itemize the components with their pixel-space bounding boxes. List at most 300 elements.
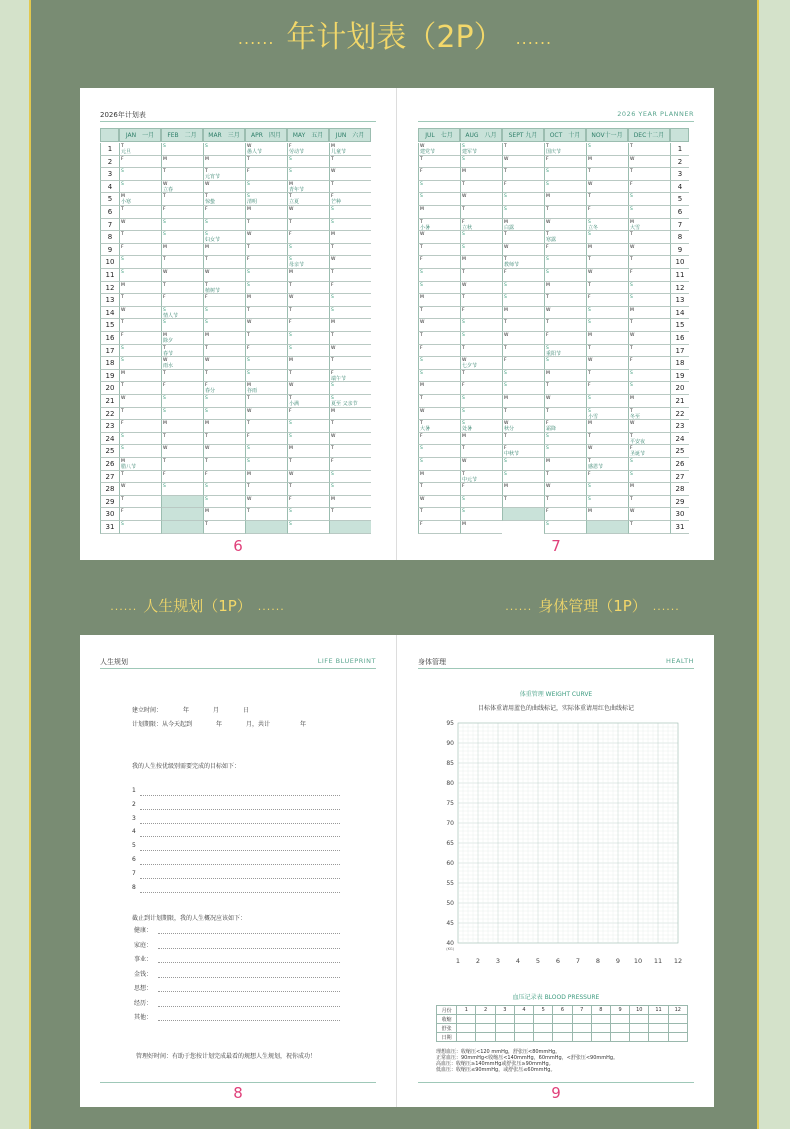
weekday-letter: S (121, 169, 124, 175)
weekday-letter: T (630, 345, 633, 351)
day-number: 12 (670, 282, 689, 295)
day-cell (628, 445, 670, 458)
day-number: 3 (670, 168, 689, 181)
bp-row-label: 收缩 (437, 1015, 457, 1024)
dots-left: ...... (110, 599, 138, 613)
day-cell (287, 307, 329, 320)
goal-line (140, 795, 340, 796)
holiday-label: 秋分 (504, 426, 515, 433)
day-cell (586, 408, 628, 421)
day-cell (502, 370, 544, 383)
day-cell (502, 433, 544, 446)
day-cell (329, 193, 371, 206)
spread-year-planner (80, 88, 714, 560)
weekday-letter: W (588, 181, 593, 187)
section-title-life (0, 594, 395, 618)
day-cell (329, 471, 371, 484)
day-cell (418, 231, 460, 244)
weekday-letter: T (462, 270, 465, 275)
day-cell (329, 483, 371, 496)
goal-line (140, 809, 340, 810)
day-cell (245, 408, 287, 421)
day-cell (418, 219, 460, 232)
weekday-letter: T (331, 270, 334, 275)
day-cell (586, 319, 628, 332)
day-cell (502, 156, 544, 169)
weekday-letter: T (289, 219, 292, 225)
weekday-letter: M (462, 169, 466, 175)
weekday-letter: F (331, 370, 334, 376)
day-number: 29 (100, 496, 119, 509)
date-line: 建立时间： 年 月 日 (132, 707, 250, 714)
weekday-letter: W (504, 244, 509, 250)
day-number: 1 (670, 143, 689, 156)
day-cell (245, 496, 287, 509)
day-cell (544, 219, 586, 232)
weekday-letter: S (289, 333, 292, 338)
day-cell (161, 156, 203, 169)
weekday-letter: T (420, 307, 423, 313)
day-cell (460, 483, 502, 496)
weekday-letter: F (420, 522, 423, 527)
day-number: 18 (670, 357, 689, 370)
weekday-letter: F (462, 219, 465, 225)
weekday-letter: W (588, 446, 593, 452)
weekday-letter: T (289, 282, 292, 288)
bp-cell: 9 (610, 1006, 629, 1015)
weekday-letter: W (247, 144, 252, 149)
weekday-letter: S (247, 270, 250, 275)
weekday-letter: T (163, 282, 166, 288)
y-tick-label: 95 (446, 720, 454, 727)
day-cell (418, 282, 460, 295)
weekday-letter: T (462, 446, 465, 452)
weekday-letter: S (331, 207, 334, 212)
weekday-letter: T (588, 459, 591, 464)
day-cell (586, 156, 628, 169)
day-cell (502, 471, 544, 484)
day-cell (502, 294, 544, 307)
holiday-label: 平安夜 (630, 438, 646, 445)
weekday-letter: S (247, 358, 250, 364)
weekday-letter: T (588, 282, 591, 288)
day-number: 6 (100, 206, 119, 219)
weekday-letter: T (247, 307, 250, 313)
weekday-letter: T (588, 257, 591, 263)
weekday-letter: S (630, 459, 633, 464)
weekday-letter: F (504, 446, 507, 452)
holiday-label: 除夕 (163, 338, 174, 344)
weekday-letter: T (121, 320, 124, 326)
day-cell (460, 193, 502, 206)
day-cell (418, 420, 460, 433)
day-cell (502, 231, 544, 244)
day-cell (119, 395, 161, 408)
weekday-letter: T (121, 232, 124, 238)
holiday-label: 立夏 (289, 199, 300, 206)
day-cell (586, 420, 628, 433)
day-cell (245, 420, 287, 433)
month-header: DEC十二月 (628, 128, 670, 142)
weekday-letter: T (205, 433, 208, 439)
calendar-corner (100, 128, 119, 142)
day-cell (329, 206, 371, 219)
weekday-letter: M (289, 181, 293, 187)
weekday-letter: F (420, 257, 423, 263)
weekday-letter: S (546, 257, 549, 263)
weekday-letter: F (630, 270, 633, 275)
holiday-label: 圣诞节 (630, 451, 646, 458)
bp-row-label: 日期 (437, 1033, 457, 1042)
day-cell (119, 168, 161, 181)
day-cell (460, 294, 502, 307)
section-label: 身体管理（1P） (538, 597, 647, 615)
day-cell (628, 143, 670, 156)
weekday-letter: M (504, 396, 508, 401)
y-tick-label: 75 (446, 800, 454, 807)
day-cell (119, 181, 161, 194)
day-cell (586, 433, 628, 446)
weekday-letter: T (504, 496, 507, 502)
day-cell (245, 244, 287, 257)
day-number: 19 (670, 370, 689, 383)
day-cell (329, 496, 371, 509)
day-cell (287, 282, 329, 295)
holiday-label: 小满 (289, 401, 300, 407)
weekday-letter: S (462, 232, 465, 238)
day-cell (287, 143, 329, 156)
day-cell (418, 319, 460, 332)
weekday-letter: S (331, 471, 334, 477)
day-cell (203, 483, 245, 496)
day-cell (628, 168, 670, 181)
bp-cell (668, 1015, 687, 1024)
day-cell (287, 357, 329, 370)
day-cell (586, 395, 628, 408)
weekday-letter: S (205, 232, 208, 238)
weekday-letter: S (420, 194, 423, 200)
holiday-label: 夏至 父亲节 (331, 401, 358, 407)
weekday-letter: S (163, 144, 166, 149)
status-label: 思想： (134, 985, 153, 992)
weekday-letter: S (205, 484, 208, 490)
day-cell (502, 143, 544, 156)
day-cell (287, 395, 329, 408)
weekday-letter: F (504, 358, 507, 364)
weekday-letter: F (462, 307, 465, 313)
day-cell (628, 345, 670, 358)
weekday-letter: F (121, 156, 124, 162)
weekday-letter: M (462, 433, 466, 439)
holiday-label: 惊蛰 (205, 199, 216, 206)
goal-number: 8 (132, 883, 136, 891)
day-cell (502, 307, 544, 320)
day-cell (161, 319, 203, 332)
weekday-letter: T (247, 421, 250, 427)
day-cell (418, 395, 460, 408)
holiday-label: 寒露 (546, 237, 557, 244)
day-cell (544, 143, 586, 156)
weekday-letter: M (331, 496, 335, 502)
day-number: 10 (670, 256, 689, 269)
month-header: AUG 八月 (460, 128, 502, 142)
day-cell (161, 231, 203, 244)
day-cell (161, 307, 203, 320)
day-cell (586, 307, 628, 320)
day-cell (245, 219, 287, 232)
weekday-letter: T (121, 295, 124, 301)
weekday-letter: W (420, 320, 425, 326)
month-header: SEPT 九月 (502, 128, 544, 142)
goal-line (140, 823, 340, 824)
weekday-letter: S (630, 370, 633, 376)
day-cell (586, 445, 628, 458)
weekday-letter: T (247, 396, 250, 401)
day-cell (628, 382, 670, 395)
day-cell (329, 143, 371, 156)
day-cell (502, 357, 544, 370)
day-cell (245, 206, 287, 219)
day-number: 22 (100, 408, 119, 421)
day-cell (418, 168, 460, 181)
goal-number: 5 (132, 842, 136, 850)
day-cell (544, 181, 586, 194)
day-cell (161, 332, 203, 345)
day-cell (203, 458, 245, 471)
weekday-letter: M (289, 270, 293, 275)
day-cell (245, 357, 287, 370)
day-number: 3 (100, 168, 119, 181)
weekday-letter: M (163, 244, 167, 250)
bp-cell (591, 1024, 610, 1033)
calendar-corner (670, 128, 689, 142)
day-cell (460, 206, 502, 219)
day-number: 15 (670, 319, 689, 332)
holiday-label: 中秋节 (504, 451, 520, 458)
weekday-letter: F (630, 446, 633, 452)
weekday-letter: S (331, 383, 334, 389)
day-number: 2 (100, 156, 119, 169)
bp-cell: 3 (495, 1006, 514, 1015)
holiday-label: 中元节 (462, 476, 478, 483)
day-cell (203, 471, 245, 484)
section-label: 人生规划（1P） (143, 597, 252, 615)
holiday-label: 小暑 (420, 224, 431, 231)
x-tick-label: 5 (535, 957, 541, 965)
weekday-letter: F (420, 433, 423, 439)
page-number: 8 (233, 1084, 243, 1102)
day-cell (586, 206, 628, 219)
weekday-letter: T (331, 333, 334, 338)
weekday-letter: S (588, 496, 591, 502)
bp-cell (649, 1033, 668, 1042)
day-cell (544, 168, 586, 181)
y-tick-label: 50 (446, 900, 454, 907)
day-number: 22 (670, 408, 689, 421)
day-cell (502, 445, 544, 458)
day-cell (245, 332, 287, 345)
day-cell (544, 332, 586, 345)
status-label: 健康： (134, 927, 153, 934)
day-number: 23 (670, 420, 689, 433)
weekday-letter: M (289, 446, 293, 452)
day-cell (161, 420, 203, 433)
day-cell (161, 408, 203, 421)
day-cell (287, 181, 329, 194)
weekday-letter: W (289, 295, 294, 301)
day-cell (586, 332, 628, 345)
weekday-letter: W (163, 446, 168, 452)
day-cell (203, 332, 245, 345)
weekday-letter: T (205, 459, 208, 464)
bp-cell (591, 1015, 610, 1024)
day-cell (544, 370, 586, 383)
y-tick-label: 40 (446, 940, 454, 947)
y-axis-unit: (KG) (446, 947, 454, 951)
day-number: 14 (100, 307, 119, 320)
day-cell (287, 193, 329, 206)
day-cell (502, 193, 544, 206)
weekday-letter: S (121, 446, 124, 452)
holiday-label: 立冬 (588, 224, 599, 231)
weekday-letter: T (462, 207, 465, 212)
day-cell (329, 231, 371, 244)
weekday-letter: T (121, 471, 124, 477)
bp-cell (630, 1033, 649, 1042)
holiday-label: 元旦 (121, 149, 132, 155)
day-cell (119, 458, 161, 471)
weekday-letter: M (205, 156, 209, 162)
day-cell (586, 382, 628, 395)
day-cell (502, 408, 544, 421)
weekday-letter: S (546, 358, 549, 364)
day-cell (329, 319, 371, 332)
weekday-letter: T (247, 219, 250, 225)
holiday-label: 大雪 (630, 224, 641, 231)
status-line (158, 977, 340, 978)
weekday-letter: M (546, 194, 550, 200)
day-cell (287, 156, 329, 169)
weekday-letter: S (205, 219, 208, 225)
day-cell (544, 256, 586, 269)
page-header (418, 110, 694, 122)
bp-cell (476, 1033, 495, 1042)
holiday-label: 春分 (205, 388, 216, 395)
weekday-letter: S (588, 320, 591, 326)
weekday-letter: S (546, 433, 549, 439)
weekday-letter: S (247, 181, 250, 187)
holiday-label: 重阳节 (546, 350, 562, 357)
weekday-letter: M (331, 320, 335, 326)
weekday-letter: W (331, 345, 336, 351)
weekday-letter: F (588, 295, 591, 301)
day-cell (418, 508, 460, 521)
weekday-letter: S (247, 194, 250, 200)
weekday-letter: T (504, 169, 507, 175)
weekday-letter: F (163, 471, 166, 477)
day-cell (161, 294, 203, 307)
day-cell (460, 408, 502, 421)
y-tick-label: 60 (446, 860, 454, 867)
day-cell (502, 244, 544, 257)
day-cell (203, 345, 245, 358)
spread-life-health (80, 635, 714, 1107)
day-cell (287, 521, 329, 534)
page-header (100, 657, 376, 669)
bp-cell (630, 1024, 649, 1033)
day-number: 13 (670, 294, 689, 307)
weekday-letter: W (420, 408, 425, 414)
day-cell (460, 395, 502, 408)
weekday-letter: T (247, 333, 250, 338)
day-cell (586, 193, 628, 206)
day-cell (418, 382, 460, 395)
weekday-letter: W (247, 496, 252, 502)
bp-cell: 7 (572, 1006, 591, 1015)
day-cell (544, 433, 586, 446)
day-cell (119, 219, 161, 232)
day-cell (502, 382, 544, 395)
day-number: 5 (100, 193, 119, 206)
day-cell (418, 471, 460, 484)
day-cell (586, 168, 628, 181)
weekday-letter: T (504, 320, 507, 326)
weekday-letter: M (420, 383, 424, 389)
day-cell (161, 471, 203, 484)
day-cell (287, 319, 329, 332)
day-cell (287, 219, 329, 232)
day-cell (119, 269, 161, 282)
day-cell (161, 168, 203, 181)
day-cell (460, 282, 502, 295)
day-cell (502, 458, 544, 471)
weekday-letter: W (121, 396, 126, 401)
day-cell (245, 193, 287, 206)
bp-note: 正常血压：90mmHg<收缩压<140mmHg，60mmHg，<舒张压<90mmHg。 (436, 1055, 619, 1061)
weekday-letter: T (588, 433, 591, 439)
holiday-label: 七夕节 (462, 363, 478, 370)
page-number: 7 (551, 537, 561, 555)
status-label: 其他： (134, 1014, 153, 1021)
weekday-letter: F (630, 358, 633, 364)
day-cell (502, 219, 544, 232)
weekday-letter: F (546, 156, 549, 162)
holiday-label: 大暑 (420, 426, 431, 433)
bp-cell: 4 (514, 1006, 533, 1015)
day-cell (586, 508, 628, 521)
section-title-health (395, 594, 790, 618)
day-cell (161, 382, 203, 395)
weekday-letter: S (504, 471, 507, 477)
bp-cell (591, 1033, 610, 1042)
weekday-letter: F (504, 270, 507, 275)
day-cell (628, 206, 670, 219)
weekday-letter: S (420, 270, 423, 275)
weekday-letter: M (588, 156, 592, 162)
weekday-letter: M (121, 459, 125, 464)
day-cell (544, 294, 586, 307)
month-header: MAY 五月 (287, 128, 329, 142)
day-cell (245, 294, 287, 307)
day-cell (460, 256, 502, 269)
dots-left: ...... (505, 599, 533, 613)
bp-cell (457, 1024, 476, 1033)
day-cell (628, 219, 670, 232)
weekday-letter: T (163, 257, 166, 263)
day-cell (544, 382, 586, 395)
weekday-letter: M (205, 333, 209, 338)
day-cell (544, 395, 586, 408)
